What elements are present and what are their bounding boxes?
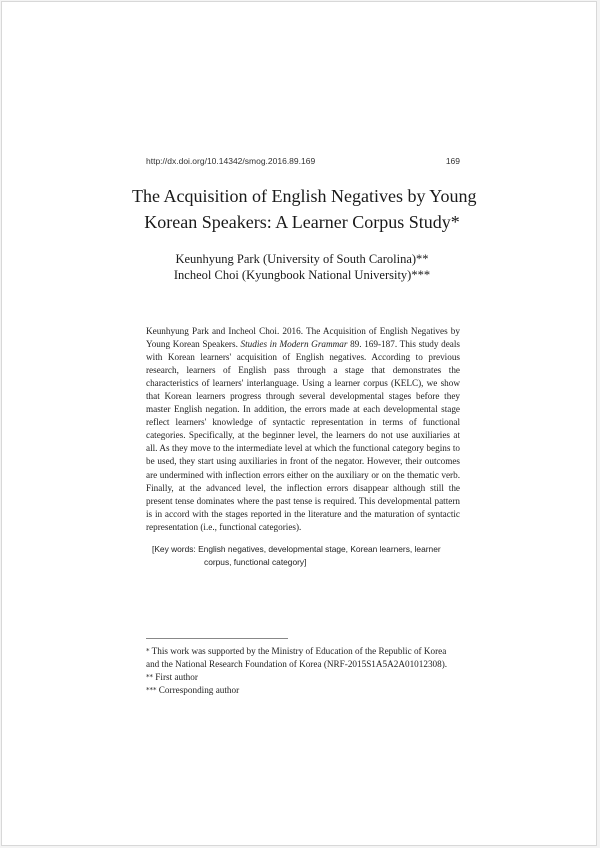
- abstract-citation-pre: Keunhyung Park and Incheol Choi. 2016. The Acquisition of English Negatives by Young Korean Speakers.: [146, 326, 460, 350]
- footnote-text: and the National Research Foundation of Korea (NRF-2015S1A5A2A01012308).: [146, 659, 448, 670]
- keywords-line-2: corpus, functional category]: [204, 557, 307, 567]
- keywords: [152, 543, 462, 569]
- footnote-mark: **: [146, 673, 153, 682]
- footnote-text: Corresponding author: [156, 685, 240, 696]
- footnote-first-author: [146, 671, 460, 684]
- title-line-2: Korean Speakers: A Learner Corpus Study*: [144, 212, 460, 232]
- footnote-divider: [146, 638, 288, 639]
- keywords-line-1: [Key words: English negatives, developmental stage, Korean learners, learner: [152, 544, 441, 554]
- footnote-text: First author: [153, 672, 198, 683]
- author-line-2: Incheol Choi (Kyungbook National University)***: [173, 268, 431, 282]
- author-block: [132, 251, 472, 283]
- abstract-body: This study deals with Korean learners' acquisition of English negatives. According to previous research, learners of English pass through a stage that demonstrates the characteristics of learners' interlanguage. Using a learner corpus (KELC), we show that Korean learners progress through several developmental stages before they master English negation. In addition, the errors made at each developmental stage reflect learners' knowledge of syntactic representation in terms of functional categories. Specifically, at the beginner level, the learners do not use auxiliaries at all. As they move to the intermediate level at which the functional category begins to be used, they start using auxiliaries in front of the negator. However, their outcomes are undermined with inflection errors either on the auxiliary or on the thematic verb. Finally, at the advanced level, the inflection errors disappear although still the present tense dominates where the past tense is required. This developmental pattern is in accord with the stages reported in the literature and the maturation of syntactic representation (i.e., functional categories).: [146, 339, 460, 532]
- footnotes: [146, 645, 460, 697]
- doi-link[interactable]: http://dx.doi.org/10.14342/smog.2016.89.169: [146, 156, 316, 166]
- abstract: [146, 325, 460, 534]
- title-line-1: The Acquisition of English Negatives by Young: [132, 186, 477, 206]
- footnote-funding-continued: [146, 658, 460, 671]
- footnote-mark: ***: [146, 686, 157, 695]
- journal-name: Studies in Modern Grammar: [240, 339, 348, 350]
- footnote-mark: *: [146, 647, 150, 655]
- footnote-corresponding-author: [146, 684, 460, 697]
- paper-title: [132, 183, 477, 235]
- footnote-funding: [146, 645, 460, 658]
- abstract-citation-post: 89. 169-187.: [347, 339, 400, 350]
- footnote-text: This work was supported by the Ministry of Education of the Republic of Korea: [149, 646, 447, 656]
- author-line-1: Keunhyung Park (University of South Carolina)**: [175, 252, 429, 266]
- page-number: 169: [445, 156, 460, 166]
- paper-page: [1, 1, 597, 846]
